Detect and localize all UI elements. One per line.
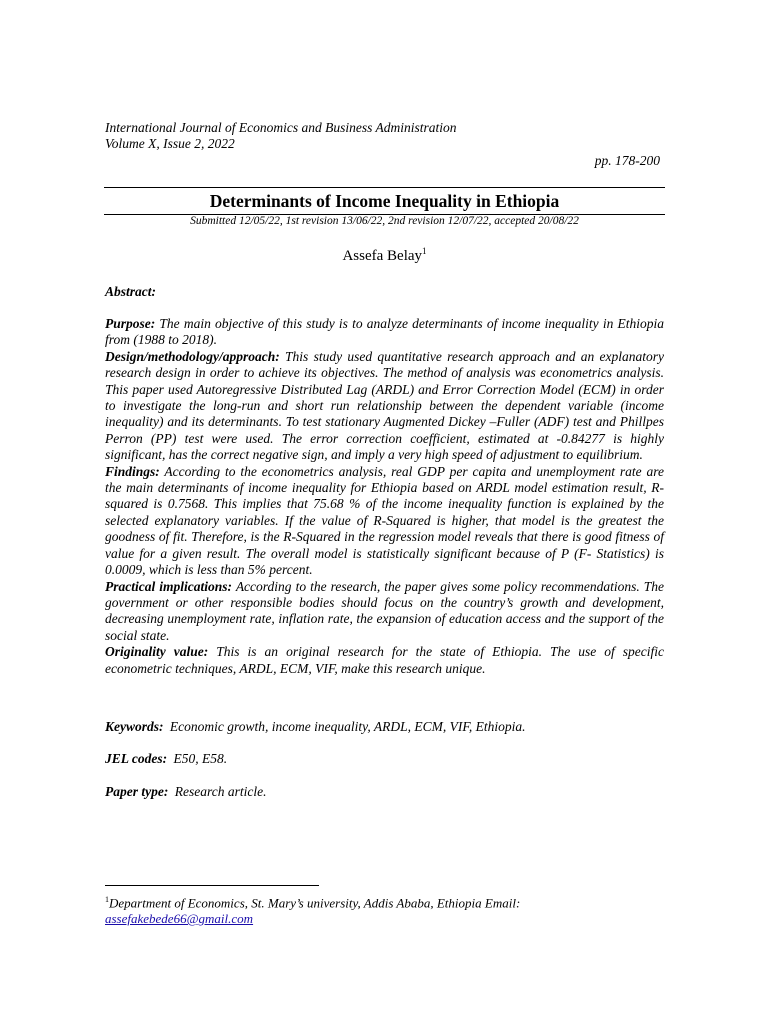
findings-text: According to the econometrics analysis, real GDP per capita and unemployment rate are the main determinants of income inequality for Ethiopia based on ARDL model estimation result, R-squared is 0.7568. This implies that 75.68 % of the income inequality function is explained by the selected explanatory variables. If the value of R-Squared is higher, that model is the greatest the goodness of fit. Therefore, is the R-Squared in the regression model reveals that there is good fitness of value for a given result. The overall model is statistically significant because of P (F- Statistics) is 0.0009, which is less than 5% percent.: [105, 463, 664, 578]
jel-codes-label: JEL codes:: [105, 751, 168, 766]
purpose-paragraph: [105, 316, 664, 349]
paper-type-label: Paper type:: [105, 784, 169, 799]
purpose-text: The main objective of this study is to analyze determinants of income inequality in Ethiopia from (1988 to 2018).: [105, 316, 664, 348]
practical-text: According to the research, the paper gives some policy recommendations. The government or other responsible bodies should focus on the country’s growth and development, decreasing unemployment rate, inflation rate, the expansion of education access and the support of the social state.: [105, 578, 664, 643]
author-name: Assefa Belay: [342, 248, 423, 264]
footnote-affiliation: Department of Economics, St. Mary’s university, Addis Ababa, Ethiopia Email:: [109, 895, 521, 911]
design-label: Design/methodology/approach:: [105, 348, 280, 364]
practical-label: Practical implications:: [105, 578, 233, 594]
submission-history: Submitted 12/05/22, 1st revision 13/06/22, 2nd revision 12/07/22, accepted 20/08/22: [190, 215, 579, 227]
page-range: pp. 178-200: [594, 153, 660, 168]
volume-issue: Volume X, Issue 2, 2022: [105, 136, 235, 151]
practical-paragraph: [105, 579, 664, 645]
paper-type-text: Research article.: [171, 784, 267, 799]
title-top-rule: [104, 187, 665, 188]
keywords-line: [105, 719, 525, 735]
originality-text: This is an original research for the state of Ethiopia. The use of specific econometric techniques, ARDL, ECM, VIF, make this research unique.: [105, 644, 665, 676]
footnote-mark: 1: [105, 895, 109, 904]
journal-header: [105, 120, 457, 152]
footnote-separator: [105, 885, 319, 886]
findings-paragraph: [105, 464, 664, 579]
findings-label: Findings:: [105, 463, 160, 479]
keywords-label: Keywords:: [105, 719, 164, 734]
jel-codes-text: E50, E58.: [170, 751, 228, 766]
footnote: [105, 892, 665, 927]
paper-title: Determinants of Income Inequality in Ethiopia: [209, 191, 560, 211]
abstract-heading: Abstract:: [105, 284, 157, 299]
originality-paragraph: [105, 644, 664, 677]
jel-codes-line: [105, 751, 227, 767]
paper-type-line: [105, 784, 266, 800]
author-line: [104, 246, 665, 265]
purpose-label: Purpose:: [105, 316, 156, 331]
design-paragraph: [105, 349, 664, 464]
keywords-text: Economic growth, income inequality, ARDL, ECM, VIF, Ethiopia.: [166, 719, 526, 734]
journal-name: International Journal of Economics and Business Administration: [105, 120, 457, 135]
author-footnote-mark: 1: [422, 246, 427, 256]
design-text: This study used quantitative research approach and an explanatory research design in order to achieve its objectives. The method of analysis was econometrics analysis. This paper used Autoregressive Distributed Lag (ARDL) and Error Correction Model (ECM) in order to investigate the long-run and short run relationship between the dependent variable (income inequality) and its determinants. To test stationary Augmented Dickey –Fuller (ADF) test and Phillpes Perron (PP) test were used. The error correction coefficient, estimated at -0.84277 is highly significant, has the correct negative sign, and imply a very high speed of adjustment to equilibrium.: [105, 348, 664, 463]
originality-label: Originality value:: [105, 644, 209, 660]
author-email-link[interactable]: assefakebede66@gmail.com: [105, 911, 254, 927]
abstract-body: [105, 316, 664, 677]
